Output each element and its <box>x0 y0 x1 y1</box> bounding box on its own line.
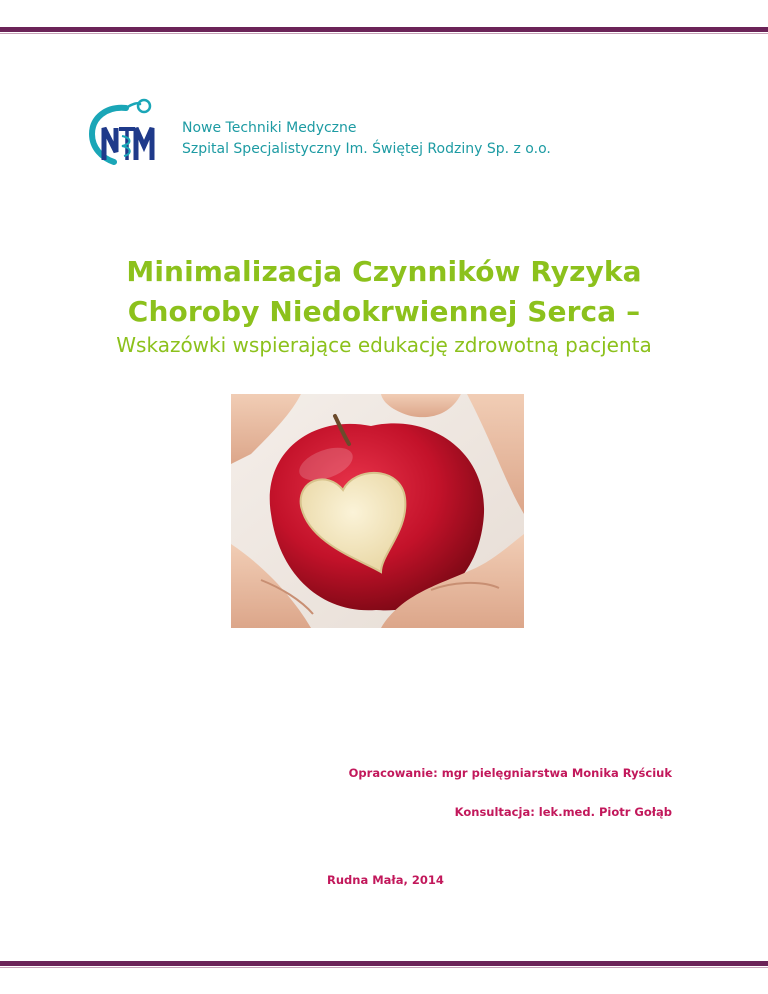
place-and-date: Rudna Mała, 2014 <box>327 873 444 887</box>
consultation-credit: Konsultacja: lek.med. Piotr Gołąb <box>454 805 672 819</box>
org-name-line-2: Szpital Specjalistyczny Im. Świętej Rodziny Sp. z o.o. <box>182 141 551 157</box>
top-rule <box>0 27 768 32</box>
title-line-2: Choroby Niedokrwiennej Serca – <box>127 295 641 328</box>
organization-name <box>182 118 551 160</box>
title-line-1: Minimalizacja Czynników Ryzyka <box>126 255 642 288</box>
org-name-line-1: Nowe Techniki Medyczne <box>182 120 357 136</box>
author-credit: Opracowanie: mgr pielęgniarstwa Monika Ryściuk <box>348 766 672 780</box>
ntm-logo-icon <box>86 96 162 166</box>
bottom-rule <box>0 961 768 966</box>
apple-heart-photo <box>231 394 524 628</box>
document-title <box>0 252 768 332</box>
document-subtitle: Wskazówki wspierające edukację zdrowotną pacjenta <box>116 333 652 357</box>
